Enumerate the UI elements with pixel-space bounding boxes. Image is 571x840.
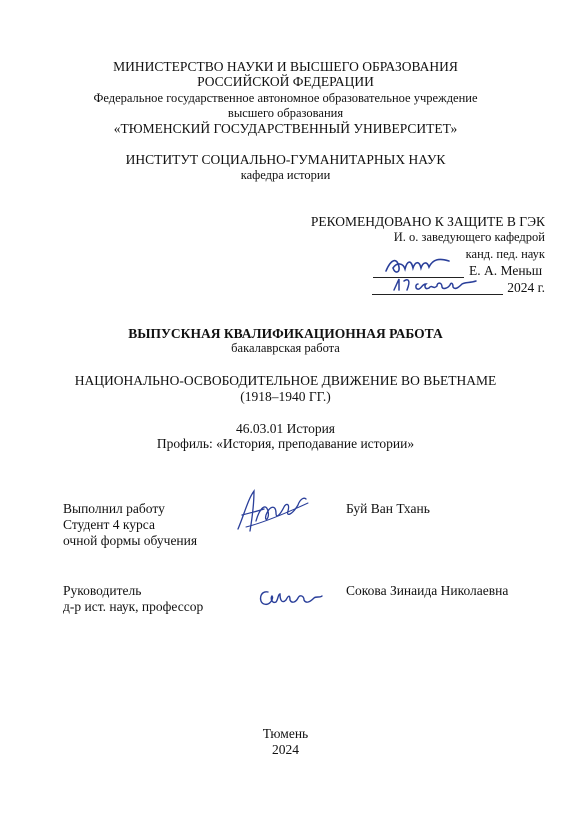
- year: 2024: [272, 742, 299, 757]
- author-label-3: очной формы обучения: [63, 533, 198, 548]
- institution-type-line-1: Федеральное государственное автономное образовательное учреждение: [93, 91, 478, 105]
- institution-type-line-2: высшего образования: [227, 106, 344, 120]
- work-type: ВЫПУСКНАЯ КВАЛИФИКАЦИОННАЯ РАБОТА: [128, 326, 443, 341]
- university-name: «ТЮМЕНСКИЙ ГОСУДАРСТВЕННЫЙ УНИВЕРСИТЕТ»: [113, 121, 458, 136]
- approval-degree: канд. пед. наук: [465, 247, 545, 261]
- handwritten-date: [390, 272, 480, 294]
- program-code: 46.03.01 История: [235, 421, 336, 436]
- topic-line-1: НАЦИОНАЛЬНО-ОСВОБОДИТЕЛЬНОЕ ДВИЖЕНИЕ ВО ВЬЕТНАМЕ: [74, 373, 497, 388]
- department-name: кафедра истории: [240, 168, 331, 182]
- program-profile: Профиль: «История, преподавание истории»: [156, 436, 415, 451]
- supervisor-signature: [254, 584, 324, 612]
- head-name: Е. А. Меньш: [469, 263, 543, 278]
- approval-date-suffix: 2024 г.: [507, 280, 545, 295]
- author-label-2: Студент 4 курса: [63, 517, 155, 532]
- city: Тюмень: [262, 726, 309, 741]
- institute-name: ИНСТИТУТ СОЦИАЛЬНО-ГУМАНИТАРНЫХ НАУК: [125, 152, 446, 167]
- supervisor-label-2: д-р ист. наук, профессор: [63, 599, 204, 614]
- ministry-line-2: РОССИЙСКОЙ ФЕДЕРАЦИИ: [197, 74, 374, 89]
- author-label-1: Выполнил работу: [63, 501, 165, 516]
- supervisor-name: Сокова Зинаида Николаевна: [346, 583, 509, 598]
- author-name: Буй Ван Тхань: [346, 501, 430, 516]
- topic-line-2: (1918–1940 ГГ.): [240, 389, 331, 404]
- work-level: бакалаврская работа: [231, 341, 340, 355]
- ministry-line-1: МИНИСТЕРСТВО НАУКИ И ВЫСШЕГО ОБРАЗОВАНИЯ: [113, 59, 458, 74]
- supervisor-label-1: Руководитель: [63, 583, 142, 598]
- date-line: [372, 294, 503, 295]
- approval-title: РЕКОМЕНДОВАНО К ЗАЩИТЕ В ГЭК: [310, 214, 545, 229]
- author-signature: [232, 485, 312, 537]
- approval-role: И. о. заведующего кафедрой: [393, 230, 545, 244]
